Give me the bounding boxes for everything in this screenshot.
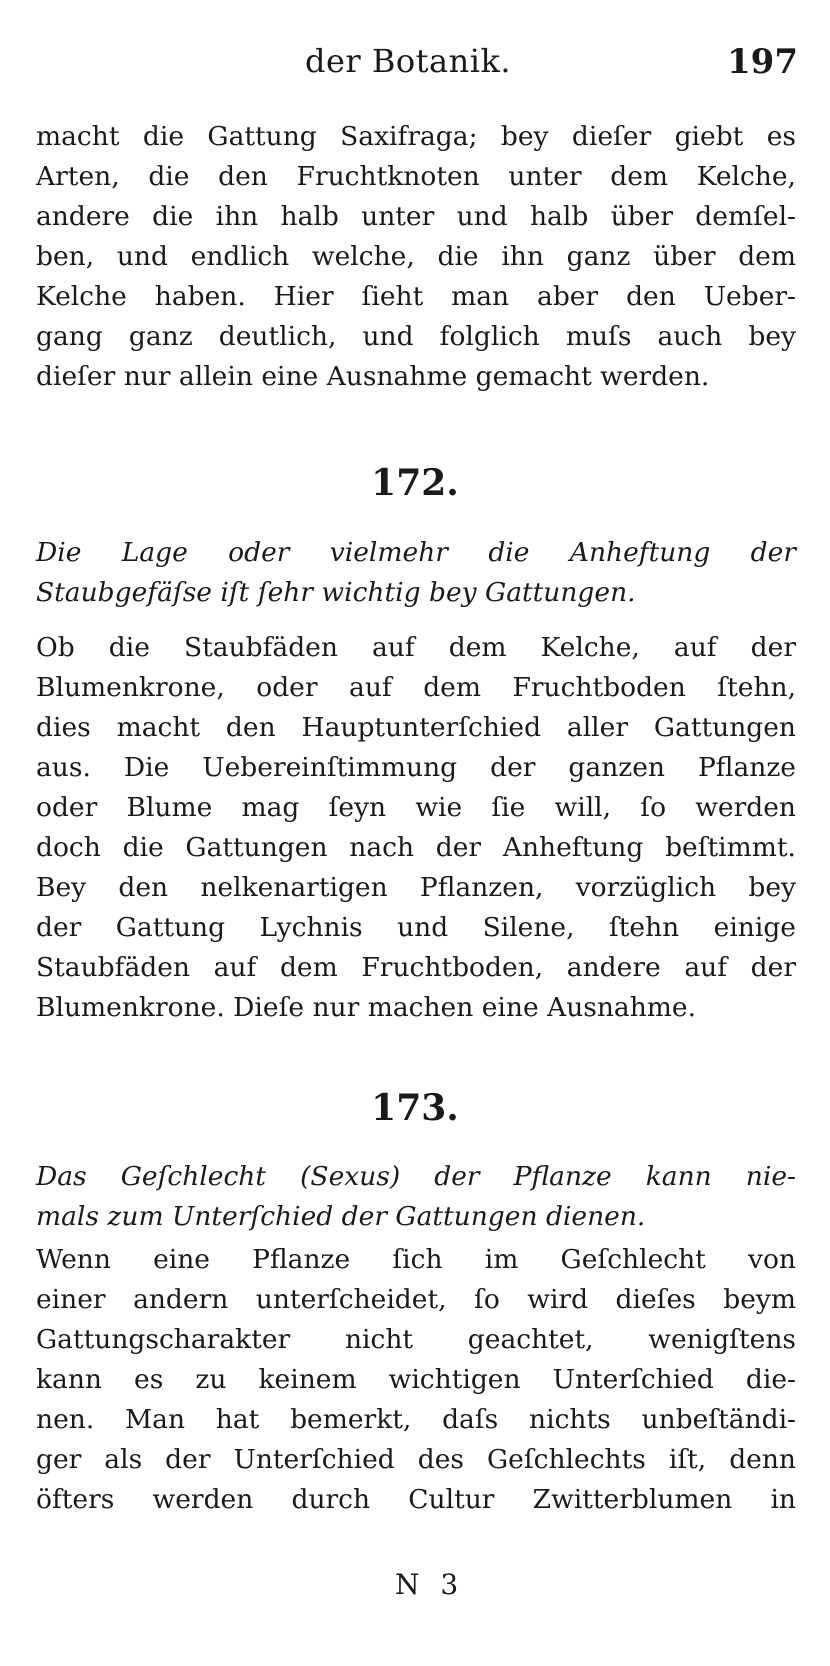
text-line: macht die Gattung Saxifraga; bey dieſer giebt es bbox=[36, 121, 796, 152]
text-line: doch die Gattungen nach der Anheftung beſtimmt. bbox=[36, 832, 796, 863]
text-line: öfters werden durch Cultur Zwitterblumen in bbox=[36, 1484, 796, 1515]
text-line: Staubfäden auf dem Fruchtboden, andere auf der bbox=[36, 952, 796, 983]
text-line: Arten, die den Fruchtknoten unter dem Kelche, bbox=[36, 161, 796, 192]
text-line: Ob die Staubfäden auf dem Kelche, auf der bbox=[36, 632, 796, 663]
text-line: oder Blume mag ſeyn wie ſie will, ſo werden bbox=[36, 792, 796, 823]
section-172-body bbox=[36, 628, 796, 1028]
text-line: nen. Man hat bemerkt, daſs nichts unbeſtändi- bbox=[36, 1404, 796, 1435]
text-line: kann es zu keinem wichtigen Unterſchied die- bbox=[36, 1364, 796, 1395]
thesis-line: Die Lage oder vielmehr die Anheftung der bbox=[36, 537, 796, 568]
text-line: Gattungscharakter nicht geachtet, wenigſtens bbox=[36, 1324, 796, 1355]
text-line: dieſer nur allein eine Ausnahme gemacht werden. bbox=[36, 361, 710, 392]
text-line: einer andern unterſcheidet, ſo wird dieſes beym bbox=[36, 1284, 796, 1315]
running-title: der Botanik. bbox=[305, 42, 512, 80]
printer-signature: N 3 bbox=[395, 1568, 465, 1601]
intro-paragraph bbox=[36, 117, 796, 397]
thesis-line: Das Geſchlecht (Sexus) der Pflanze kann nie- bbox=[36, 1161, 796, 1192]
text-line: Blumenkrone. Dieſe nur machen eine Ausnahme. bbox=[36, 992, 697, 1023]
section-number-173: 173. bbox=[371, 1087, 459, 1129]
text-line: Bey den nelkenartigen Pflanzen, vorzüglich bey bbox=[36, 872, 796, 903]
text-line: aus. Die Uebereinſtimmung der ganzen Pflanze bbox=[36, 752, 796, 783]
running-head bbox=[0, 42, 830, 86]
text-line: dies macht den Hauptunterſchied aller Gattungen bbox=[36, 712, 796, 743]
text-line: Blumenkrone, oder auf dem Fruchtboden ſtehn, bbox=[36, 672, 796, 703]
section-173-body bbox=[36, 1240, 796, 1520]
section-173-thesis bbox=[36, 1157, 796, 1237]
text-line: der Gattung Lychnis und Silene, ſtehn einige bbox=[36, 912, 796, 943]
text-line: ben, und endlich welche, die ihn ganz über dem bbox=[36, 241, 796, 272]
text-line: gang ganz deutlich, und folglich muſs auch bey bbox=[36, 321, 796, 352]
text-line: ger als der Unterſchied des Geſchlechts iſt, denn bbox=[36, 1444, 796, 1475]
thesis-line: mals zum Unterſchied der Gattungen dienen. bbox=[36, 1201, 646, 1232]
text-line: andere die ihn halb unter und halb über demſel- bbox=[36, 201, 796, 232]
thesis-line: Staubgefäſse iſt ſehr wichtig bey Gattungen. bbox=[36, 577, 636, 608]
page-number: 197 bbox=[727, 42, 798, 82]
text-line: Kelche haben. Hier ſieht man aber den Ueber- bbox=[36, 281, 796, 312]
section-number-172: 172. bbox=[371, 462, 459, 504]
section-172-thesis bbox=[36, 533, 796, 613]
text-line: Wenn eine Pflanze ſich im Geſchlecht von bbox=[36, 1244, 796, 1275]
